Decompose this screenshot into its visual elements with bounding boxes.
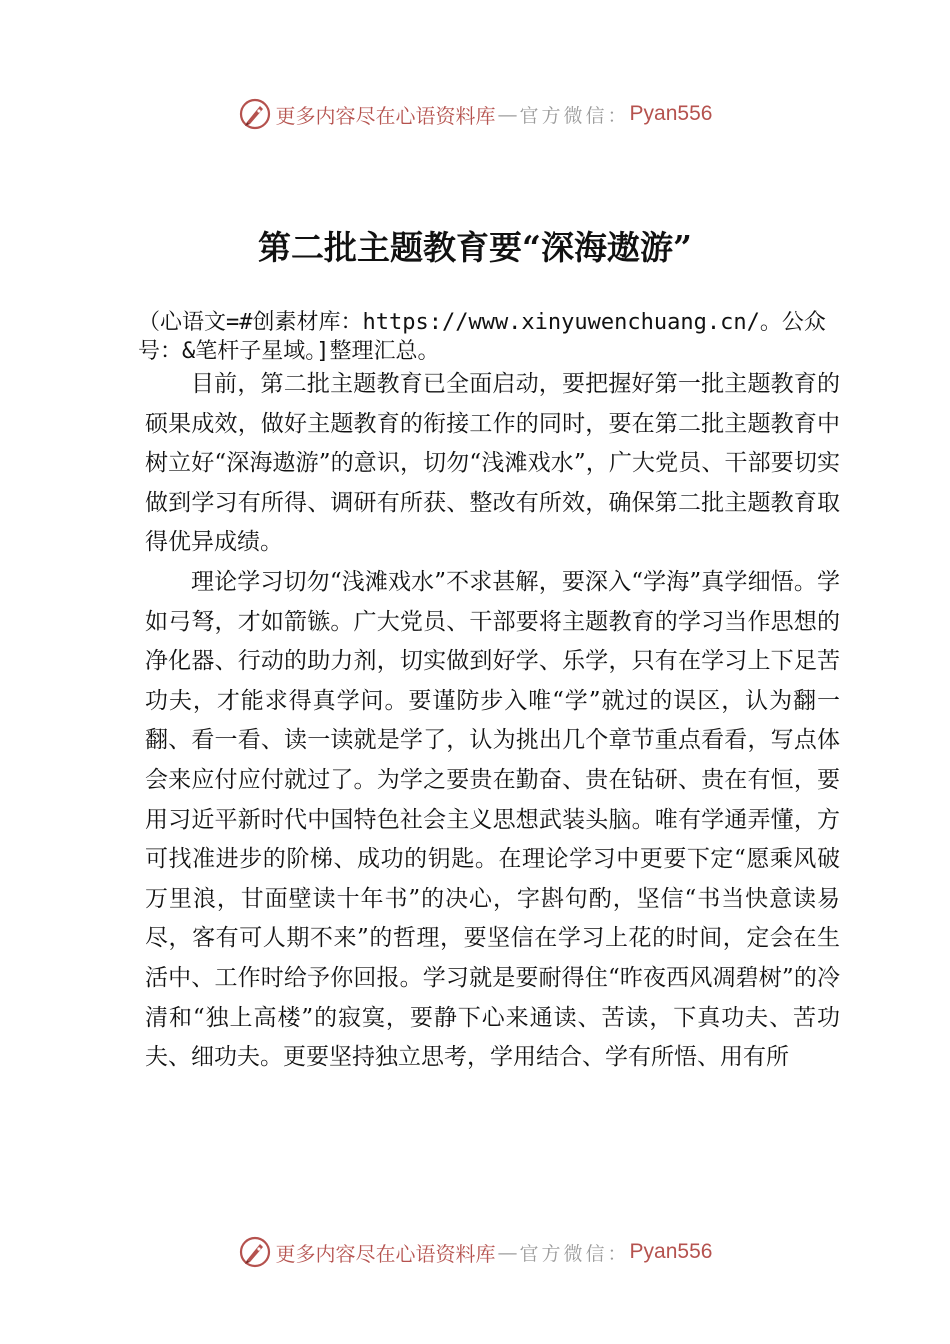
header-banner bbox=[0, 94, 950, 134]
pen-logo-icon bbox=[238, 97, 272, 131]
banner-wechat-id: Pyan556 bbox=[629, 1240, 713, 1263]
banner-wechat-label: 官方微信： bbox=[519, 1242, 630, 1265]
footer-banner bbox=[0, 1232, 950, 1272]
document-title: 第二批主题教育要“深海遨游” bbox=[258, 228, 692, 268]
pen-logo-icon bbox=[238, 1235, 272, 1269]
banner-wechat-label: 官方微信： bbox=[519, 104, 630, 127]
banner-separator: — bbox=[497, 1240, 518, 1264]
document-body bbox=[145, 365, 840, 1078]
banner-separator: — bbox=[497, 102, 518, 126]
banner-main-text: 更多内容尽在心语资料库 bbox=[275, 103, 496, 128]
paragraph: 目前，第二批主题教育已全面启动，要把握好第一批主题教育的硕果成效，做好主题教育的衔接工作的同时，要在第二批主题教育中树立好“深海遨游”的意识，切勿“浅滩戏水”，广大党员、干部要切实做到学习有所得、调研有所获、整改有所效，确保第二批主题教育取得优异成绩。 bbox=[145, 371, 840, 556]
banner-main-text: 更多内容尽在心语资料库 bbox=[275, 1241, 496, 1266]
source-note: （心语文=#创素材库：https://www.xinyuwenchuang.cn/。公众号：&笔杆子星域。]整理汇总。 bbox=[138, 310, 826, 364]
banner-wechat-id: Pyan556 bbox=[629, 102, 713, 125]
paragraph: 理论学习切勿“浅滩戏水”不求甚解，要深入“学海”真学细悟。学如弓弩，才如箭镞。广大党员、干部要将主题教育的学习当作思想的净化器、行动的助力剂，切实做到好学、乐学，只有在学习上下足苦功夫，才能求得真学问。要谨防步入唯“学”就过的误区，认为翻一翻、看一看、读一读就是学了，认为挑出几个章节重点看看，写点体会来应付应付就过了。为学之要贵在勤奋、贵在钻研、贵在有恒，要用习近平新时代中国特色社会主义思想武装头脑。唯有学通弄懂，方可找准进步的阶梯、成功的钥匙。在理论学习中更要下定“愿乘风破万里浪，甘面壁读十年书”的决心，字斟句酌，坚信“书当快意读易尽，客有可人期不来”的哲理，要坚信在学习上花的时间，定会在生活中、工作时给予你回报。学习就是要耐得住“昨夜西风凋碧树”的冷清和“独上高楼”的寂寞，要静下心来通读、苦读，下真功夫、苦功夫、细功夫。更要坚持独立思考，学用结合、学有所悟、用有所 bbox=[145, 568, 840, 1071]
